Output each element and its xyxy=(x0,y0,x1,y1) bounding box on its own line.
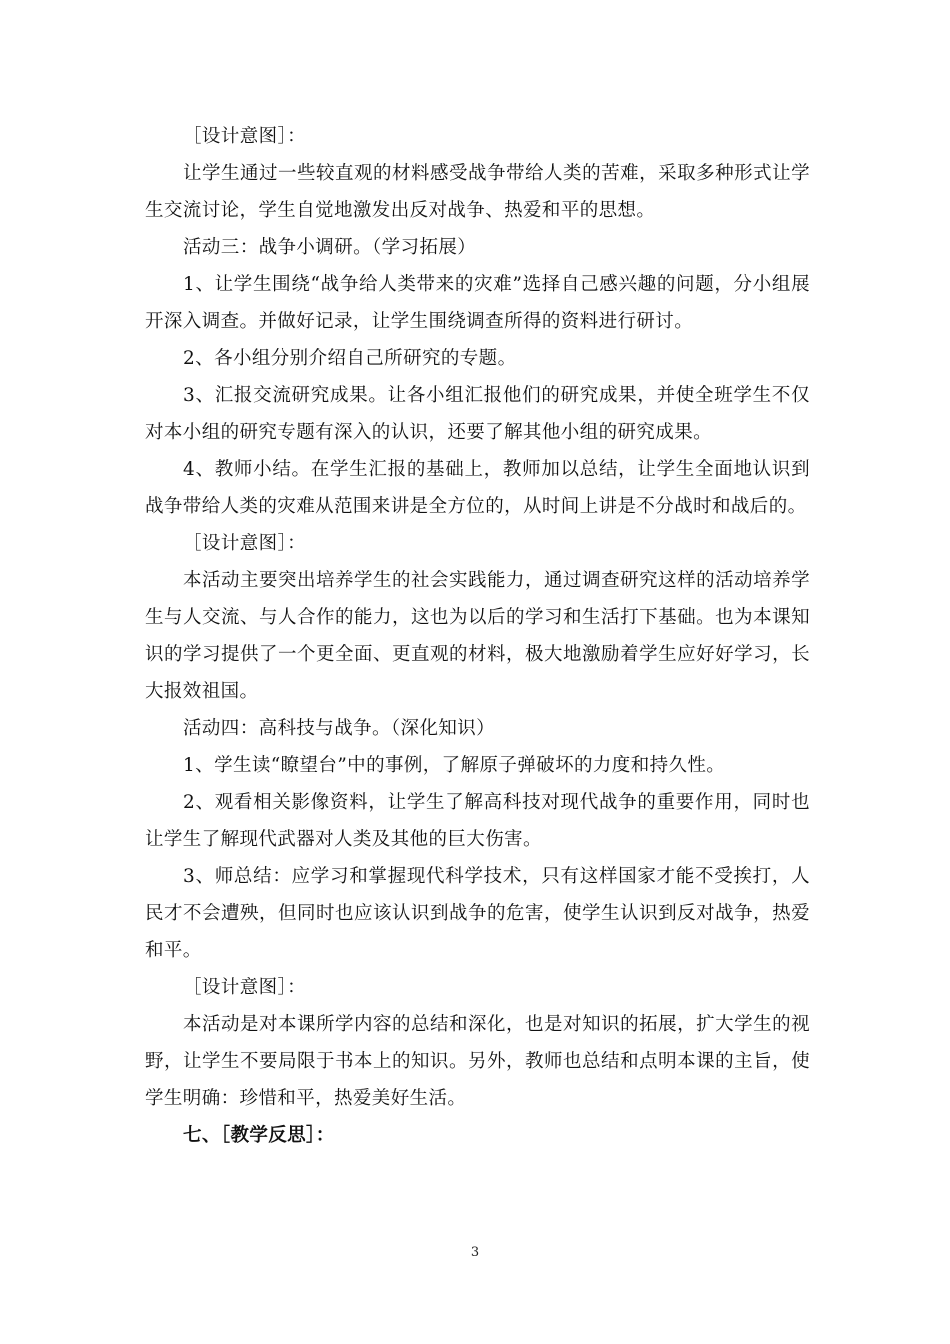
design-intent-heading: ［设计意图］： xyxy=(183,977,307,998)
paragraph: 本活动主要突出培养学生的社会实践能力，通过调查研究这样的活动培养学生与人交流、与人合作的能力，这也为以后的学习和生活打下基础。也为本课知识的学习提供了一个更全面、更直观的材料，极大地激励着学生应好好学习，长大报效祖国。 xyxy=(145,570,810,702)
activity-four-heading: 活动四：高科技与战争。（深化知识） xyxy=(183,718,496,739)
paragraph: 4、教师小结。在学生汇报的基础上，教师加以总结，让学生全面地认识到战争带给人类的灾难从范围来讲是全方位的，从时间上讲是不分战时和战后的。 xyxy=(145,459,810,517)
design-intent-heading: ［设计意图］： xyxy=(183,533,307,554)
paragraph: 2、各小组分别介绍自己所研究的专题。 xyxy=(183,348,517,369)
document-body xyxy=(145,118,810,1154)
paragraph: 2、观看相关影像资料，让学生了解高科技对现代战争的重要作用，同时也让学生了解现代武器对人类及其他的巨大伤害。 xyxy=(145,792,810,850)
activity-three-heading: 活动三：战争小调研。（学习拓展） xyxy=(183,237,477,258)
page-number: 3 xyxy=(470,1245,480,1260)
section-heading-reflection: 七、［教学反思］： xyxy=(183,1125,335,1146)
paragraph: 3、汇报交流研究成果。让各小组汇报他们的研究成果，并使全班学生不仅对本小组的研究专题有深入的认识，还要了解其他小组的研究成果。 xyxy=(145,385,810,443)
design-intent-heading: ［设计意图］： xyxy=(183,126,307,147)
paragraph: 1、让学生围绕“战争给人类带来的灾难”选择自己感兴趣的问题，分小组展开深入调查。并做好记录，让学生围绕调查所得的资料进行研讨。 xyxy=(145,274,810,332)
paragraph: 本活动是对本课所学内容的总结和深化，也是对知识的拓展，扩大学生的视野，让学生不要局限于书本上的知识。另外，教师也总结和点明本课的主旨，使学生明确：珍惜和平，热爱美好生活。 xyxy=(145,1014,810,1109)
paragraph: 让学生通过一些较直观的材料感受战争带给人类的苦难，采取多种形式让学生交流讨论，学生自觉地激发出反对战争、热爱和平的思想。 xyxy=(145,163,810,221)
paragraph: 1、学生读“瞭望台”中的事例，了解原子弹破坏的力度和持久性。 xyxy=(183,755,726,776)
paragraph: 3、师总结：应学习和掌握现代科学技术，只有这样国家才能不受挨打，人民才不会遭殃，但同时也应该认识到战争的危害，使学生认识到反对战争，热爱和平。 xyxy=(145,866,810,961)
